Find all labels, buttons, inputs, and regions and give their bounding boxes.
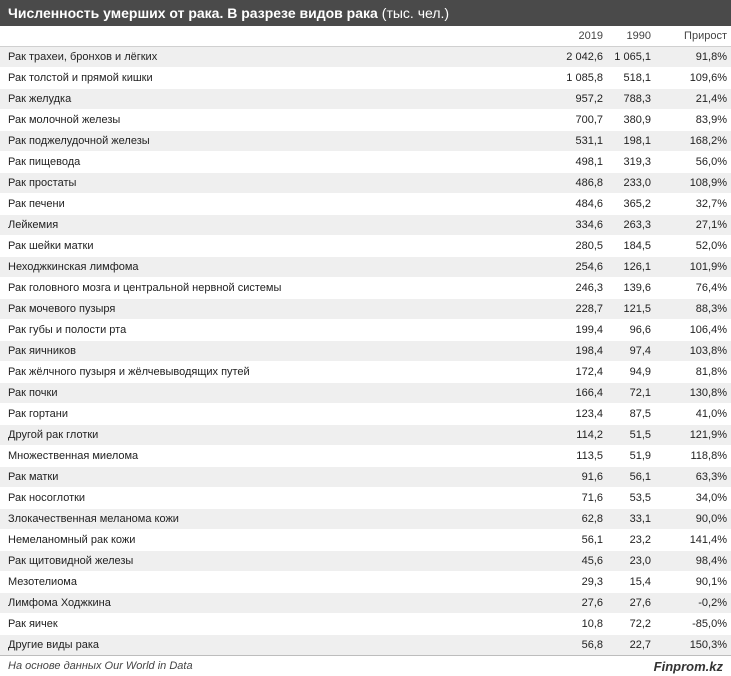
table-body — [0, 47, 731, 656]
row-value-2019: 56,8 — [470, 635, 607, 656]
table-row — [0, 467, 731, 488]
row-value-1990: 33,1 — [607, 509, 655, 530]
table-row — [0, 341, 731, 362]
row-growth: 21,4% — [655, 89, 731, 110]
row-value-2019: 10,8 — [470, 614, 607, 635]
row-name: Рак шейки матки — [0, 236, 470, 257]
row-value-1990: 94,9 — [607, 362, 655, 383]
row-growth: 121,9% — [655, 425, 731, 446]
row-name: Рак щитовидной железы — [0, 551, 470, 572]
brand-logo: Finprom.kz — [653, 658, 723, 674]
row-name: Лимфома Ходжкина — [0, 593, 470, 614]
row-name: Рак губы и полости рта — [0, 320, 470, 341]
row-value-2019: 2 042,6 — [470, 47, 607, 68]
row-value-1990: 233,0 — [607, 173, 655, 194]
row-name: Рак жёлчного пузыря и жёлчевыводящих путей — [0, 362, 470, 383]
row-value-2019: 531,1 — [470, 131, 607, 152]
row-growth: 106,4% — [655, 320, 731, 341]
row-name: Рак гортани — [0, 404, 470, 425]
row-name: Рак почки — [0, 383, 470, 404]
row-value-1990: 56,1 — [607, 467, 655, 488]
table-row — [0, 446, 731, 467]
row-name: Немеланомный рак кожи — [0, 530, 470, 551]
table-header-row — [0, 26, 731, 47]
row-growth: 108,9% — [655, 173, 731, 194]
row-value-1990: 96,6 — [607, 320, 655, 341]
table-row — [0, 509, 731, 530]
row-growth: 118,8% — [655, 446, 731, 467]
row-growth: 76,4% — [655, 278, 731, 299]
row-value-1990: 15,4 — [607, 572, 655, 593]
table-row — [0, 320, 731, 341]
row-name: Рак матки — [0, 467, 470, 488]
row-growth: 103,8% — [655, 341, 731, 362]
row-name: Рак желудка — [0, 89, 470, 110]
table-row — [0, 404, 731, 425]
row-value-2019: 254,6 — [470, 257, 607, 278]
row-growth: 91,8% — [655, 47, 731, 68]
row-value-2019: 228,7 — [470, 299, 607, 320]
table-row — [0, 173, 731, 194]
footer — [0, 655, 731, 676]
table-row — [0, 362, 731, 383]
row-name: Другие виды рака — [0, 635, 470, 656]
row-value-1990: 23,0 — [607, 551, 655, 572]
cancer-deaths-table — [0, 26, 731, 656]
row-growth: 109,6% — [655, 68, 731, 89]
row-name: Рак толстой и прямой кишки — [0, 68, 470, 89]
row-value-2019: 123,4 — [470, 404, 607, 425]
row-name: Злокачественная меланома кожи — [0, 509, 470, 530]
row-value-1990: 518,1 — [607, 68, 655, 89]
table-row — [0, 215, 731, 236]
row-value-2019: 114,2 — [470, 425, 607, 446]
row-value-1990: 51,9 — [607, 446, 655, 467]
row-growth: 41,0% — [655, 404, 731, 425]
row-value-1990: 365,2 — [607, 194, 655, 215]
row-value-2019: 957,2 — [470, 89, 607, 110]
report-title: Численность умерших от рака. В разрезе видов рака — [8, 5, 378, 21]
row-value-1990: 198,1 — [607, 131, 655, 152]
row-value-1990: 72,2 — [607, 614, 655, 635]
row-growth: 83,9% — [655, 110, 731, 131]
row-value-2019: 29,3 — [470, 572, 607, 593]
row-value-2019: 91,6 — [470, 467, 607, 488]
table-row — [0, 593, 731, 614]
table-row — [0, 278, 731, 299]
row-value-2019: 486,8 — [470, 173, 607, 194]
row-growth: -85,0% — [655, 614, 731, 635]
row-value-2019: 280,5 — [470, 236, 607, 257]
table-row — [0, 425, 731, 446]
row-value-2019: 700,7 — [470, 110, 607, 131]
row-value-1990: 22,7 — [607, 635, 655, 656]
row-value-1990: 139,6 — [607, 278, 655, 299]
row-name: Рак яичек — [0, 614, 470, 635]
table-row — [0, 530, 731, 551]
row-value-1990: 27,6 — [607, 593, 655, 614]
row-value-2019: 71,6 — [470, 488, 607, 509]
row-name: Лейкемия — [0, 215, 470, 236]
row-name: Рак мочевого пузыря — [0, 299, 470, 320]
row-value-2019: 56,1 — [470, 530, 607, 551]
row-growth: 56,0% — [655, 152, 731, 173]
header-1990: 1990 — [607, 26, 655, 47]
table-row — [0, 236, 731, 257]
row-value-1990: 23,2 — [607, 530, 655, 551]
row-value-1990: 319,3 — [607, 152, 655, 173]
row-value-2019: 1 085,8 — [470, 68, 607, 89]
row-value-1990: 97,4 — [607, 341, 655, 362]
table-row — [0, 152, 731, 173]
table-row — [0, 572, 731, 593]
report-unit: (тыс. чел.) — [381, 5, 450, 21]
row-growth: 32,7% — [655, 194, 731, 215]
row-name: Рак головного мозга и центральной нервной системы — [0, 278, 470, 299]
row-name: Рак простаты — [0, 173, 470, 194]
row-growth: 52,0% — [655, 236, 731, 257]
row-value-1990: 72,1 — [607, 383, 655, 404]
row-value-2019: 45,6 — [470, 551, 607, 572]
table-row — [0, 131, 731, 152]
row-name: Рак трахеи, бронхов и лёгких — [0, 47, 470, 68]
table-row — [0, 68, 731, 89]
row-growth: 81,8% — [655, 362, 731, 383]
header-name — [0, 26, 470, 47]
row-growth: 141,4% — [655, 530, 731, 551]
row-value-2019: 166,4 — [470, 383, 607, 404]
row-value-2019: 334,6 — [470, 215, 607, 236]
row-value-2019: 172,4 — [470, 362, 607, 383]
title-bar — [0, 0, 731, 26]
row-growth: 90,0% — [655, 509, 731, 530]
table-row — [0, 488, 731, 509]
table-row — [0, 635, 731, 656]
row-name: Рак яичников — [0, 341, 470, 362]
row-value-1990: 380,9 — [607, 110, 655, 131]
table-row — [0, 383, 731, 404]
table-row — [0, 299, 731, 320]
row-value-1990: 1 065,1 — [607, 47, 655, 68]
row-growth: 130,8% — [655, 383, 731, 404]
header-2019: 2019 — [470, 26, 607, 47]
row-name: Мезотелиома — [0, 572, 470, 593]
row-growth: 63,3% — [655, 467, 731, 488]
row-growth: -0,2% — [655, 593, 731, 614]
row-growth: 34,0% — [655, 488, 731, 509]
row-value-1990: 263,3 — [607, 215, 655, 236]
row-name: Другой рак глотки — [0, 425, 470, 446]
row-value-2019: 27,6 — [470, 593, 607, 614]
row-name: Рак носоглотки — [0, 488, 470, 509]
row-value-1990: 788,3 — [607, 89, 655, 110]
row-value-1990: 184,5 — [607, 236, 655, 257]
row-name: Рак молочной железы — [0, 110, 470, 131]
row-growth: 150,3% — [655, 635, 731, 656]
table-row — [0, 47, 731, 68]
row-name: Рак пищевода — [0, 152, 470, 173]
row-value-2019: 484,6 — [470, 194, 607, 215]
row-growth: 88,3% — [655, 299, 731, 320]
table-row — [0, 614, 731, 635]
row-value-2019: 246,3 — [470, 278, 607, 299]
table-row — [0, 110, 731, 131]
row-name: Рак поджелудочной железы — [0, 131, 470, 152]
row-name: Множественная миелома — [0, 446, 470, 467]
table-row — [0, 257, 731, 278]
row-growth: 101,9% — [655, 257, 731, 278]
row-growth: 168,2% — [655, 131, 731, 152]
table-row — [0, 89, 731, 110]
row-value-2019: 113,5 — [470, 446, 607, 467]
row-value-2019: 62,8 — [470, 509, 607, 530]
row-growth: 27,1% — [655, 215, 731, 236]
row-value-1990: 87,5 — [607, 404, 655, 425]
row-value-1990: 53,5 — [607, 488, 655, 509]
table-row — [0, 194, 731, 215]
row-growth: 90,1% — [655, 572, 731, 593]
row-value-2019: 199,4 — [470, 320, 607, 341]
row-value-1990: 121,5 — [607, 299, 655, 320]
row-value-2019: 498,1 — [470, 152, 607, 173]
table-row — [0, 551, 731, 572]
row-value-2019: 198,4 — [470, 341, 607, 362]
row-name: Рак печени — [0, 194, 470, 215]
row-growth: 98,4% — [655, 551, 731, 572]
row-name: Неходжкинская лимфома — [0, 257, 470, 278]
source-note: На основе данных Our World in Data — [8, 660, 193, 672]
row-value-1990: 126,1 — [607, 257, 655, 278]
header-growth: Прирост — [655, 26, 731, 47]
row-value-1990: 51,5 — [607, 425, 655, 446]
